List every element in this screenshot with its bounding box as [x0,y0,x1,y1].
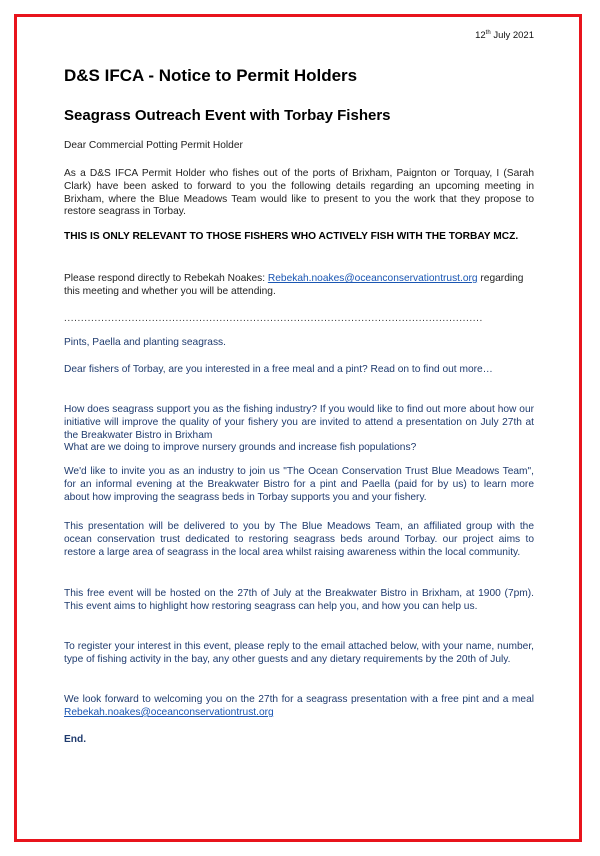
page-title: D&S IFCA - Notice to Permit Holders [64,66,358,85]
end-marker: End. [64,734,87,745]
respond-paragraph: Please respond directly to Rebekah Noakes: Rebekah.noakes@oceanconservationtrust.org regarding this meeting and whether you will be attending. [64,273,524,297]
paragraph-3: We'd like to invite you as an industry to join us "The Ocean Conservation Trust Blue Meadows Team", for an informal evening at the Breakwater Bistro for a pint and Paella (paid for by us) to learn more about how improving the seagrass beds in Torbay supports you and your fishery. [64,466,534,503]
paragraph-5: This free event will be hosted on the 27th of July at the Breakwater Bistro in Brixham, at 1900 (7pm). This event aims to highlight how restoring seagrass can help you, and how you can help us. [64,588,534,612]
letter-date: 12th July 2021 [475,30,534,42]
paragraph-1: Dear fishers of Torbay, are you interested in a free meal and a pint? Read on to find out more… [64,364,493,375]
paragraph-7: We look forward to welcoming you on the 27th for a seagrass presentation with a free pint and a meal Rebekah.noakes@oceanconservationtrust.org [64,694,534,718]
page-subtitle: Seagrass Outreach Event with Torbay Fishers [64,107,391,124]
paragraph-6: To register your interest in this event, please reply to the email attached below, with your name, number, type of fishing activity in the bay, any other guests and any dietary requirements by the 20th of July. [64,641,534,665]
dotted-separator: ............................................................................................................................ [64,313,483,324]
salutation: Dear Commercial Potting Permit Holder [64,140,243,151]
paragraph-4: This presentation will be delivered to you by The Blue Meadows Team, an affiliated group with the ocean conservation trust dedicated to restoring seagrass beds around Torbay. our project aims to restore a large area of seagrass in the local area whilst raising awareness within the local community. [64,521,534,558]
tagline: Pints, Paella and planting seagrass. [64,337,226,348]
paragraph-2: How does seagrass support you as the fishing industry? If you would like to find out more about how our initiative will improve the quality of your fishery you are invited to attend a presentation on July 27th at the Breakwater Bistro in Brixham What are we doing to improve nursery grounds and increase fish populations? [64,404,534,454]
email-link-footer[interactable]: Rebekah.noakes@oceanconservationtrust.org [64,706,274,718]
notice-warning: THIS IS ONLY RELEVANT TO THOSE FISHERS WHO ACTIVELY FISH WITH THE TORBAY MCZ. [64,231,519,242]
email-link[interactable]: Rebekah.noakes@oceanconservationtrust.org [267,273,478,284]
intro-paragraph: As a D&S IFCA Permit Holder who fishes out of the ports of Brixham, Paignton or Torquay, I (Sarah Clark) have been asked to forward to you the following details regarding an upcoming meeting in Brixham, where the Blue Meadows Team would like to present to you the work that they propose to restore seagrass in Torbay. [64,168,534,218]
